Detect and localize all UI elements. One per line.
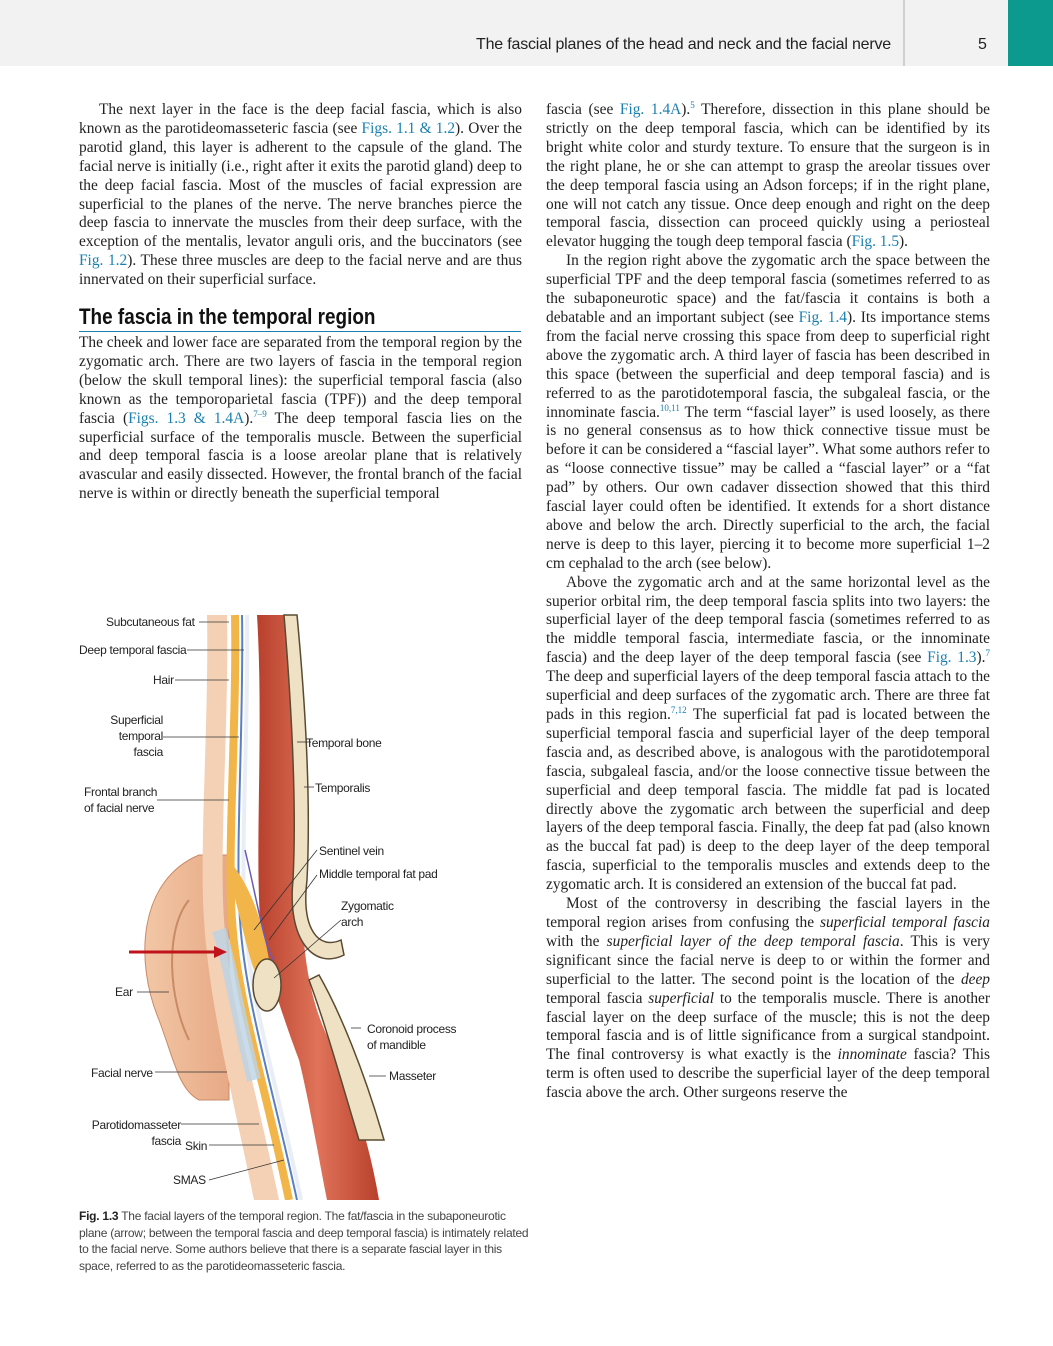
label-hair: Hair xyxy=(153,673,174,687)
header-divider xyxy=(903,0,905,66)
paragraph: In the region right above the zygomatic arch the space between the superficial TPF and the deep temporal fascia (sometimes referred to as the subaponeurotic space) and the fat/fascia it contains is both a debatable and an important subject (see Fig. 1.4). Its importance stems from the facial nerve crossing this space from deep to superficial right above the zygomatic arch. A third layer of fascia has been described in this space (between the superficial and deep temporal fascia) and is referred to as the parotidotemporal fascia, the subgaleal fascia, or the innominate fascia.$^{10,11}$ The term “fascial layer” is used loosely, as there is no general consensus as to how thick connective tissue must be before it can be considered a “fascial layer”. What some authors refer to as “loose connective tissue” may be called a “fascial layer” or a “fat pad” by others. Our own cadaver dissection showed that this third fascial layer could often be identified. It extends for a short distance above and below the arch. Directly superficial to the arch, the facial nerve is deep to this layer, piercing it to become more superficial 1–2 cm cephalad to the arch (see below). xyxy=(546,252,991,572)
label-smas: SMAS xyxy=(173,1173,206,1187)
paragraph: The next layer in the face is the deep facial fascia, which is also known as the parotideomasseteric fascia (see Figs. 1.1 & 1.2). Over the parotid gland, this layer is adherent to the capsule of the gland. The facial nerve is initially (i.e., right after it exits the parotid gland) deep to the deep facial fascia. Most of the muscles of facial expression are superficial to the planes of the nerve. The nerve branches pierce the deep fascia to innervate the muscles from their deep surface, with the exception of the mentalis, levator anguli oris, and the buccinators (see Fig. 1.2). These three muscles are deep to the facial nerve and are thus innervated on their superficial surface. xyxy=(79,101,522,289)
figure-caption: Fig. 1.3 The facial layers of the temporal region. The fat/fascia in the subaponeurotic plane (arrow; between the temporal fascia and deep temporal fascia) is intimately related to the facial nerve. Some authors believe that there is a separate fascial layer in this space, referred to as the parotideomasseteric fascia. xyxy=(79,1209,529,1273)
label-subcutaneous-fat: Subcutaneous fat xyxy=(106,615,195,629)
citation-superscript[interactable]: 7 xyxy=(985,648,990,659)
left-column xyxy=(79,101,522,504)
figure-reference-link[interactable]: Fig. 1.2 xyxy=(79,252,128,270)
paragraph: Most of the controversy in describing the fascial layers in the temporal region arises from confusing the superficial temporal fascia with the superficial layer of the deep temporal fascia. This is very significant since the facial nerve is deep to or within the former and superficial to the latter. The second point is the location of the deep temporal fascia superficial to the temporalis muscle. There is another fascial layer on the deep surface of the muscle; this is not the deep temporal fascia and is of little significance from a surgical standpoint. The final controversy is what exactly is the innominate fascia? This term is often used to describe the superficial layer of the deep temporal fascia above the arch. Other surgeons reserve the xyxy=(546,895,991,1102)
figure-reference-link[interactable]: Fig. 1.5 xyxy=(851,233,900,251)
figure-reference-link[interactable]: Fig. 1.4 xyxy=(798,308,848,326)
label-superficial-temporal-fascia: Superficial temporal fascia xyxy=(110,713,163,759)
figure-reference-link[interactable]: Figs. 1.3 & 1.4A xyxy=(128,409,245,427)
label-parotidomasseter-fascia: Parotidomasseter fascia xyxy=(91,1118,181,1148)
citation-superscript[interactable]: 7,12 xyxy=(670,705,687,715)
figure-reference-link[interactable]: Figs. 1.1 & 1.2 xyxy=(361,119,456,137)
running-title: The fascial planes of the head and neck and the facial nerve xyxy=(476,36,891,53)
figure-reference-link[interactable]: Fig. 1.3 xyxy=(927,649,977,667)
label-ear: Ear xyxy=(115,985,133,999)
caption-label: Fig. 1.3 xyxy=(79,1209,119,1223)
citation-superscript[interactable]: 5 xyxy=(690,100,695,110)
citation-superscript[interactable]: 10,11 xyxy=(659,402,680,413)
label-coronoid-process: Coronoid process of mandible xyxy=(367,1022,457,1052)
label-zygomatic-arch: Zygomatic arch xyxy=(341,899,394,929)
anatomy-illustration xyxy=(79,600,529,1200)
figure-reference-link[interactable]: Fig. 1.4A xyxy=(619,101,682,118)
label-masseter: Masseter xyxy=(389,1069,436,1083)
citation-superscript[interactable]: 7–9 xyxy=(253,408,267,419)
right-column xyxy=(546,101,990,1103)
label-temporalis: Temporalis xyxy=(315,781,371,795)
label-sentinel-vein: Sentinel vein xyxy=(319,844,384,858)
page-number: 5 xyxy=(978,36,987,53)
chapter-tab xyxy=(1008,0,1053,66)
label-temporal-bone: Temporal bone xyxy=(306,736,382,750)
figure-1-3 xyxy=(79,600,529,1200)
label-deep-temporal-fascia: Deep temporal fascia xyxy=(79,643,187,657)
label-frontal-branch: Frontal branch of facial nerve xyxy=(84,785,158,815)
paragraph: The cheek and lower face are separated from the temporal region by the zygomatic arch. There are two layers of fascia in the temporal region (below the skull temporal lines): the superficial temporal fascia (also known as the temporoparietal fascia (TPF)) and the deep temporal fascia (Figs. 1.3 & 1.4A).$^{7-9}$ The deep temporal fascia lies on the superficial surface of the temporalis muscle. Between the superficial and deep temporal fascia is a loose areolar plane that is relatively avascular and easily dissected. However, the frontal branch of the facial nerve is within or directly beneath the superficial temporal xyxy=(79,333,522,503)
section-heading: The fascia in the temporal region xyxy=(79,308,521,332)
running-header xyxy=(0,0,1053,66)
paragraph: Above the zygomatic arch and at the same horizontal level as the superior orbital rim, the deep temporal fascia splits into two layers: the superficial layer of the deep temporal fascia (sometimes referred to as the middle temporal fascia, intermediate fascia, or the innominate fascia) and the deep layer of the deep temporal fascia (see Fig. 1.3).$^7$ The deep and superficial layers of the deep temporal fascia attach to the superficial and deep surfaces of the zygomatic arch. There are three fat pads in this region.$^{7,12}$ The superficial fat pad is located between the superficial temporal fascia and superficial layer of the deep temporal fascia and, as described above, is analogous with the parotidotemporal fascia, subgaleal fascia, and/or the loose connective tissue between the superficial and deep temporal fascia. The middle fat pad is located directly above the zygomatic arch between the superficial and deep layers of the deep temporal fascia. Finally, the deep fat pad (also known as the buccal fat pad) is deep to the deep layer of the deep temporal fascia, superficial to the temporalis muscles and extends deep to the zygomatic arch. It is considered an extension of the buccal fat pad. xyxy=(546,573,990,894)
label-skin: Skin xyxy=(185,1139,208,1153)
paragraph: fascia (see Fig. 1.4A).$^5$ Therefore, dissection in this plane should be strictly on the deep temporal fascia, which can be identified by its bright white color and sturdy texture. To ensure that the surgeon is in the right plane, he or she can attempt to grasp the areolar tissues over the deep temporal fascia using an Adson forceps; if in the right plane, one will not catch any tissue. Once deep enough and right on the deep temporal fascia, dissection can proceed quickly using a periosteal elevator hugging the tough deep temporal fascia (Fig. 1.5). xyxy=(546,100,990,251)
label-middle-temporal-fat-pad: Middle temporal fat pad xyxy=(319,867,438,881)
label-facial-nerve: Facial nerve xyxy=(91,1066,153,1080)
